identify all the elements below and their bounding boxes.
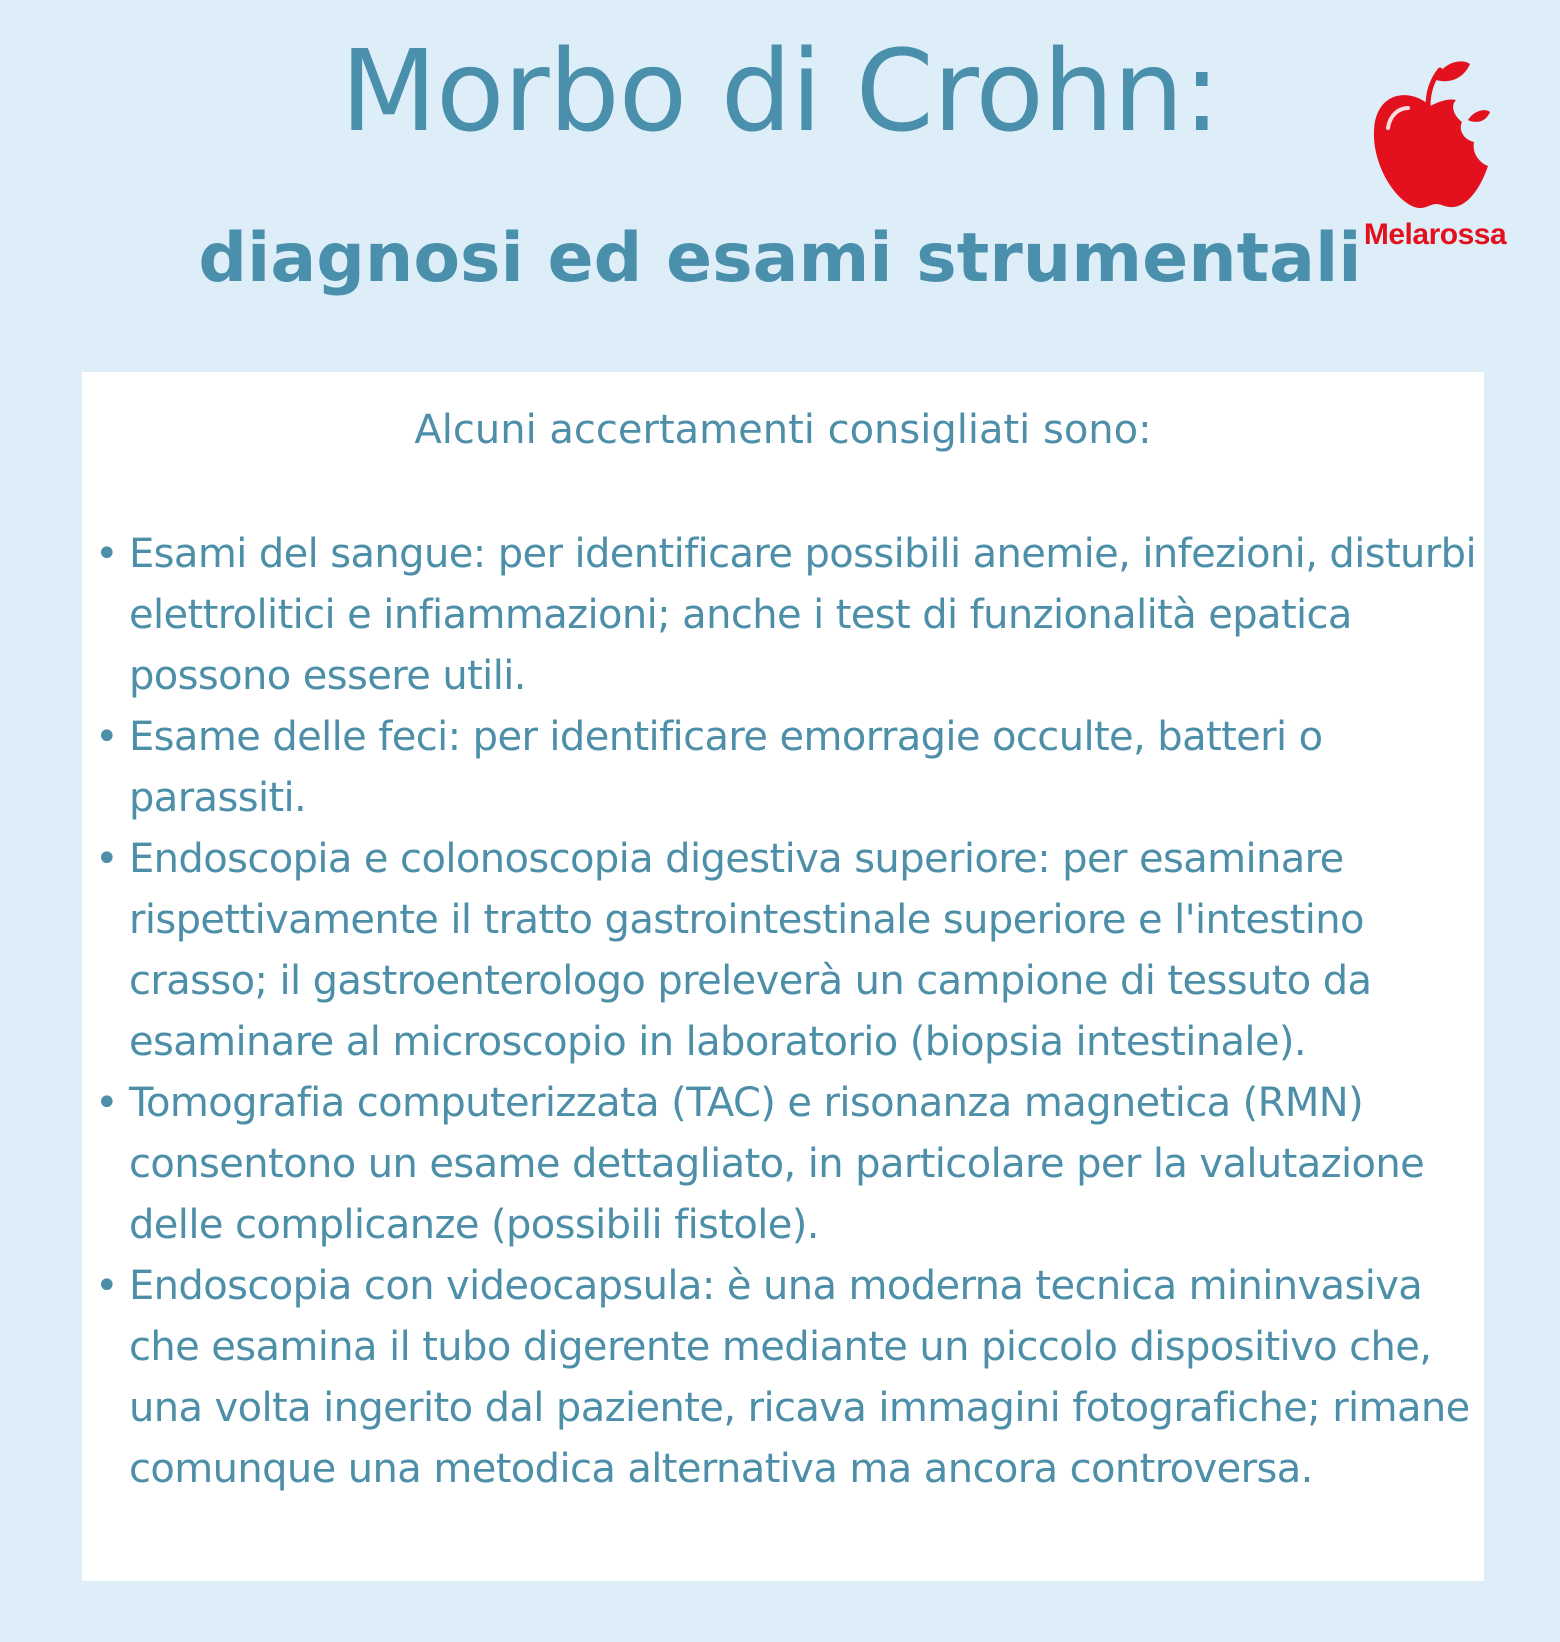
list-item-text: Esami del sangue: per identificare possibili anemie, infezioni, disturbi elettrolitici e infiammazioni; anche i test di funzionalità epatica possono essere utili. [129, 531, 1476, 699]
bullet-icon: • [95, 1080, 118, 1126]
bullet-icon: • [95, 531, 118, 577]
list-item [82, 829, 1484, 1073]
list-item-text: Endoscopia e colonoscopia digestiva superiore: per esaminare rispettivamente il tratto gastrointestinale superiore e l'intestino crasso; il gastroenterologo preleverà un campione di tessuto da esaminare al microscopio in laboratorio (biopsia intestinale). [129, 836, 1372, 1065]
brand-name: Melarossa [1363, 218, 1507, 251]
apple-icon [1370, 58, 1500, 218]
list-item [82, 1256, 1484, 1500]
list-item-text: Esame delle feci: per identificare emorragie occulte, batteri o parassiti. [129, 714, 1323, 821]
bullet-icon: • [95, 1263, 118, 1309]
exam-list [82, 524, 1484, 1500]
bullet-icon: • [95, 836, 118, 882]
intro-text: Alcuni accertamenti consigliati sono: [414, 407, 1152, 453]
melarossa-logo [1340, 58, 1530, 258]
list-item [82, 1073, 1484, 1256]
list-item-text: Endoscopia con videocapsula: è una moderna tecnica mininvasiva che esamina il tubo digerente mediante un piccolo dispositivo che, una volta ingerito dal paziente, ricava immagini fotografiche; rimane comunque una metodica alternativa ma ancora controversa. [129, 1263, 1470, 1492]
list-item [82, 524, 1484, 707]
page-subtitle: diagnosi ed esami strumentali [198, 219, 1362, 298]
list-item [82, 707, 1484, 829]
bullet-icon: • [95, 714, 118, 760]
list-item-text: Tomografia computerizzata (TAC) e risonanza magnetica (RMN) consentono un esame dettagliato, in particolare per la valutazione delle complicanze (possibili fistole). [129, 1080, 1425, 1248]
page-title: Morbo di Crohn: [340, 27, 1220, 157]
content-card [82, 372, 1484, 1581]
